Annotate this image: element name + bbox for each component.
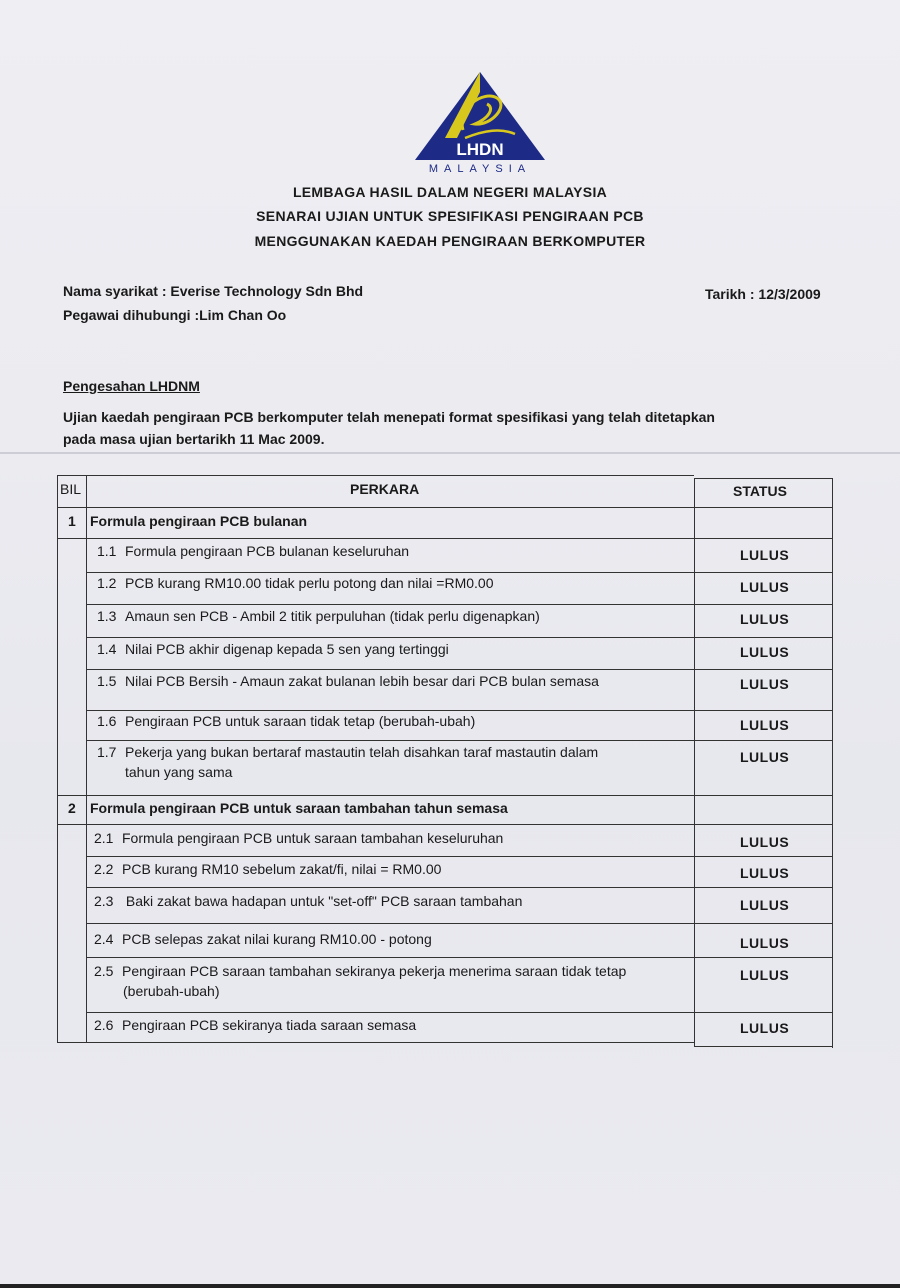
status-badge: LULUS <box>740 579 790 595</box>
status-badge: LULUS <box>740 676 790 692</box>
table-top-border <box>57 475 694 476</box>
table-row: 2.4 PCB selepas zakat nilai kurang RM10.00 - potong <box>94 931 432 947</box>
status-badge: LULUS <box>740 935 790 951</box>
svg-text:MALAYSIA: MALAYSIA <box>428 163 532 175</box>
scan-edge <box>0 1284 900 1288</box>
status-badge: LULUS <box>740 611 790 627</box>
table-row: 1.1 Formula pengiraan PCB bulanan keseluruhan <box>97 543 410 559</box>
table-border-left <box>57 475 58 1043</box>
header-status: STATUS <box>733 483 787 499</box>
header-line-3: MENGGUNAKAN KAEDAH PENGIRAAN BERKOMPUTER <box>254 233 646 249</box>
paper-fold <box>0 452 900 454</box>
document-date: Tarikh : 12/3/2009 <box>705 286 821 302</box>
contact-person: Pegawai dihubungi :Lim Chan Oo <box>63 307 287 323</box>
status-badge: LULUS <box>740 749 790 765</box>
table-row-continuation: tahun yang sama <box>125 764 233 780</box>
lhdn-logo <box>405 68 555 178</box>
header-perkara: PERKARA <box>350 481 420 497</box>
table-row: 1.5 Nilai PCB Bersih - Amaun zakat bulanan lebih besar dari PCB bulan semasa <box>97 673 599 689</box>
section-title: Formula pengiraan PCB untuk saraan tambahan tahun semasa <box>90 800 508 816</box>
row-line <box>57 824 833 825</box>
company-name: Nama syarikat : Everise Technology Sdn Bhd <box>63 283 364 299</box>
row-line <box>86 856 833 857</box>
header-line-2: SENARAI UJIAN UNTUK SPESIFIKASI PENGIRAAN PCB <box>256 208 644 224</box>
table-row: 2.1 Formula pengiraan PCB untuk saraan tambahan keseluruhan <box>94 830 504 846</box>
table-border-right <box>832 478 833 1048</box>
status-badge: LULUS <box>740 1020 790 1036</box>
header-bil: BIL <box>60 481 82 497</box>
status-badge: LULUS <box>740 967 790 983</box>
table-row: 1.3 Amaun sen PCB - Ambil 2 titik perpuluhan (tidak perlu digenapkan) <box>97 608 540 624</box>
row-line <box>86 604 833 605</box>
row-line <box>86 1012 833 1013</box>
confirmation-text-line-2: pada masa ujian bertarikh 11 Mac 2009. <box>63 431 325 447</box>
lhdn-logo-emblem <box>405 68 555 178</box>
row-line <box>86 957 833 958</box>
confirmation-text-line-1: Ujian kaedah pengiraan PCB berkomputer telah menepati format spesifikasi yang telah ditetapkan <box>63 409 715 425</box>
table-row: 2.2 PCB kurang RM10 sebelum zakat/fi, nilai = RM0.00 <box>94 861 442 877</box>
table-row: 1.4 Nilai PCB akhir digenap kepada 5 sen yang tertinggi <box>97 641 449 657</box>
row-line <box>86 572 833 573</box>
status-badge: LULUS <box>740 897 790 913</box>
row-line <box>57 795 833 796</box>
status-badge: LULUS <box>740 644 790 660</box>
section-number: 1 <box>68 513 76 529</box>
confirmation-title: Pengesahan LHDNM <box>63 378 200 394</box>
section-number: 2 <box>68 800 76 816</box>
table-bottom-border-status <box>694 1046 833 1047</box>
row-line <box>57 507 833 508</box>
table-row: 1.2 PCB kurang RM10.00 tidak perlu potong dan nilai =RM0.00 <box>97 575 494 591</box>
row-line <box>86 923 833 924</box>
row-line <box>86 887 833 888</box>
row-line <box>86 740 833 741</box>
table-row: 1.7 Pekerja yang bukan bertaraf mastautin telah disahkan taraf mastautin dalam <box>97 744 599 760</box>
table-row: 2.6 Pengiraan PCB sekiranya tiada saraan semasa <box>94 1017 417 1033</box>
row-line <box>86 637 833 638</box>
table-row: 2.5 Pengiraan PCB saraan tambahan sekiranya pekerja menerima saraan tidak tetap <box>94 963 627 979</box>
table-row: 2.3 Baki zakat bawa hadapan untuk "set-off" PCB saraan tambahan <box>94 893 523 909</box>
table-bottom-border <box>57 1042 694 1043</box>
row-line <box>86 669 833 670</box>
status-badge: LULUS <box>740 547 790 563</box>
row-line <box>57 538 833 539</box>
status-badge: LULUS <box>740 834 790 850</box>
status-badge: LULUS <box>740 865 790 881</box>
table-divider-status <box>694 478 695 1046</box>
section-title: Formula pengiraan PCB bulanan <box>90 513 308 529</box>
status-badge: LULUS <box>740 717 790 733</box>
svg-text:LHDN: LHDN <box>456 140 504 159</box>
table-row: 1.6 Pengiraan PCB untuk saraan tidak tetap (berubah-ubah) <box>97 713 476 729</box>
table-top-border-status <box>694 478 833 479</box>
header-line-1: LEMBAGA HASIL DALAM NEGERI MALAYSIA <box>292 184 608 200</box>
table-row-continuation: (berubah-ubah) <box>123 983 220 999</box>
row-line <box>86 710 833 711</box>
